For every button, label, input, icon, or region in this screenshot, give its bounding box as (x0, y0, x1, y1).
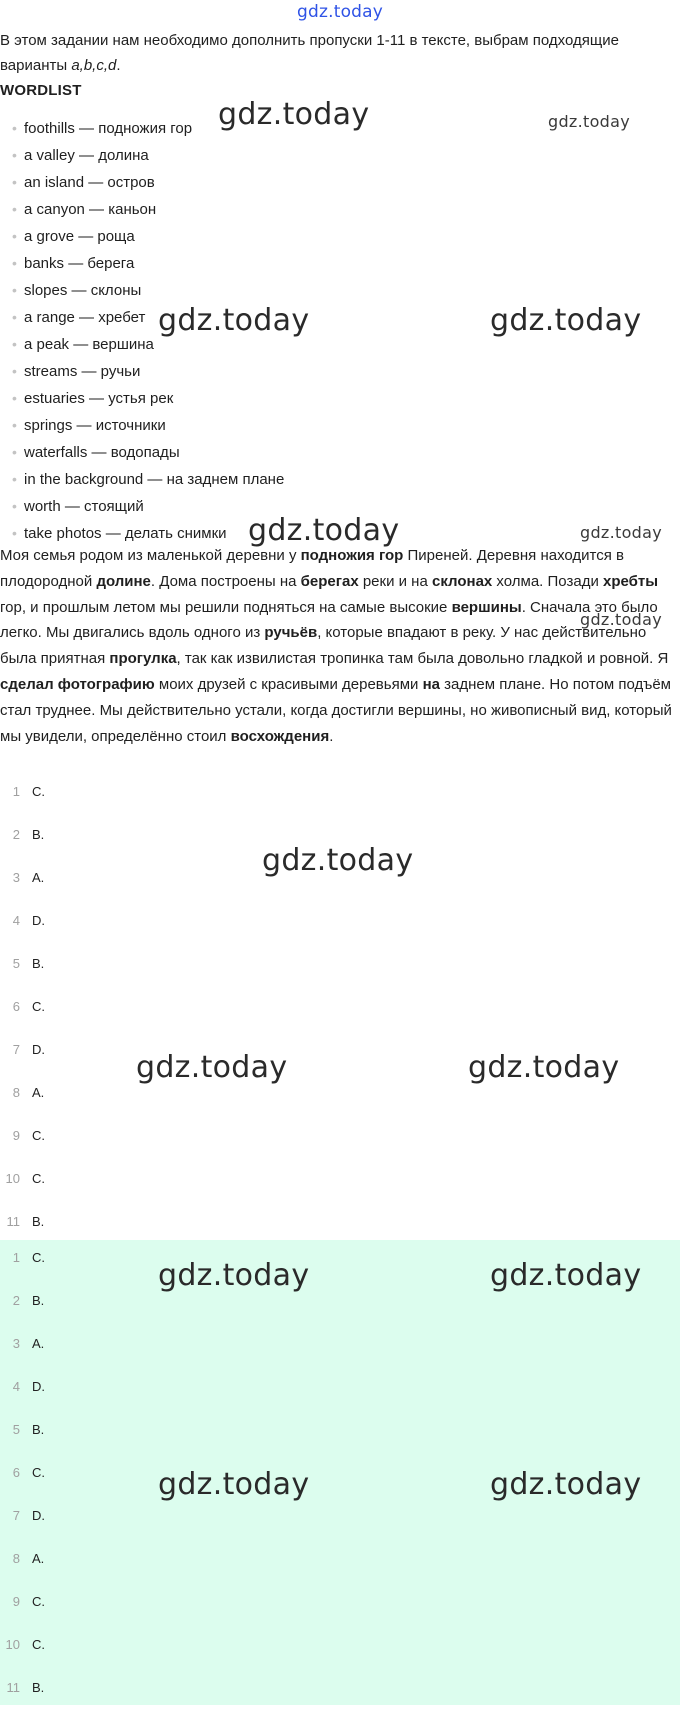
wordlist-item-text: a peak — вершина (24, 336, 154, 353)
answer-number: 6 (12, 1465, 20, 1480)
wordlist-item-text: waterfalls — водопады (24, 444, 180, 461)
wordlist-item (0, 142, 284, 169)
answer-item (0, 1547, 680, 1590)
wordlist-item-text: springs — источники (24, 417, 166, 434)
wordlist-item-text: an island — остров (24, 174, 155, 191)
story-bold-word: на (422, 675, 440, 693)
wordlist-item-text: slopes — склоны (24, 282, 142, 299)
wordlist-item (0, 385, 284, 412)
answer-number: 1 (12, 784, 20, 799)
answer-value: C. (32, 1594, 45, 1609)
answer-item (0, 1633, 680, 1676)
answer-number: 3 (12, 870, 20, 885)
wordlist-item-text: foothills — подножия гор (24, 120, 193, 137)
answer-value: B. (32, 1422, 45, 1437)
wordlist-item-text: worth — стоящий (24, 498, 144, 515)
answer-value: A. (32, 870, 45, 885)
wordlist-title: WORDLIST (0, 82, 82, 99)
story-bold-word: вершины (451, 598, 522, 616)
answer-item (0, 1375, 680, 1418)
story-fragment: заднем плане. Но потом подъём стал труднее. Мы действительно устали, когда достигли вершины, но живописный вид, который мы увидели, определённо стоил (0, 675, 672, 745)
answer-number: 5 (12, 1422, 20, 1437)
answer-value: D. (32, 913, 45, 928)
bullet-icon: • (12, 228, 17, 244)
bullet-icon: • (12, 282, 17, 298)
intro-main: В этом задании нам необходимо дополнить пропуски 1-11 в тексте, выбрам подходящие варианты (0, 32, 619, 74)
answer-item (0, 909, 680, 952)
answer-item (0, 1081, 680, 1124)
answer-number: 9 (12, 1128, 20, 1143)
story-bold-word: восхождения (230, 727, 330, 745)
story-fragment: реки и на (358, 572, 432, 590)
answer-value: C. (32, 1465, 45, 1480)
answer-number: 5 (12, 956, 20, 971)
bullet-icon: • (12, 120, 17, 136)
story-fragment: холма. Позади (492, 572, 603, 590)
story-fragment: моих друзей с красивыми деревьями (154, 675, 423, 693)
story-fragment: . (329, 727, 334, 745)
answer-item (0, 780, 680, 823)
bullet-icon: • (12, 390, 17, 406)
wordlist-item-text: streams — ручьи (24, 363, 141, 380)
answer-value: B. (32, 1214, 45, 1229)
watermark: gdz.today (218, 97, 370, 132)
answer-number: 11 (6, 1214, 20, 1229)
answer-number: 4 (12, 1379, 20, 1394)
watermark: gdz.today (158, 303, 310, 338)
watermark: gdz.today (248, 513, 400, 548)
bullet-icon: • (12, 309, 17, 325)
answer-item (0, 1332, 680, 1375)
answer-item (0, 995, 680, 1038)
wordlist-item-text: a canyon — каньон (24, 201, 157, 218)
bullet-icon: • (12, 174, 17, 190)
story-fragment: Моя семья родом из маленькой деревни у (0, 547, 301, 564)
answer-item (0, 1504, 680, 1547)
bullet-icon: • (12, 498, 17, 514)
watermark: gdz.today (548, 112, 630, 131)
answer-number: 8 (12, 1085, 20, 1100)
answer-value: C. (32, 1637, 45, 1652)
bullet-icon: • (12, 471, 17, 487)
story-fragment: Пиреней. Деревня находится в плодородной (0, 547, 625, 590)
story-fragment: , так как извилистая тропинка там была довольно гладкой и ровной. Я (176, 650, 669, 668)
answer-number: 2 (12, 1293, 20, 1308)
bullet-icon: • (12, 444, 17, 460)
wordlist-item (0, 223, 284, 250)
answer-number: 7 (12, 1508, 20, 1523)
wordlist-item (0, 250, 284, 277)
answer-number: 10 (5, 1171, 20, 1186)
story-fragment: . Сначала это было легко. Мы двигались вдоль одного из (0, 598, 658, 642)
answer-value: D. (32, 1379, 45, 1394)
wordlist-item-text: a grove — роща (24, 228, 135, 245)
answer-value: D. (32, 1508, 45, 1523)
answer-number: 6 (12, 999, 20, 1014)
watermark: gdz.today (468, 1050, 620, 1085)
wordlist-item (0, 466, 284, 493)
answer-value: C. (32, 1171, 45, 1186)
watermark: gdz.today (158, 1258, 310, 1293)
wordlist-item (0, 493, 284, 520)
bullet-icon: • (12, 336, 17, 352)
answer-value: C. (32, 784, 45, 799)
intro-text (0, 28, 676, 78)
intro-options: a,b,c,d (71, 57, 117, 74)
answer-number: 2 (12, 827, 20, 842)
answer-item (0, 1167, 680, 1210)
answer-number: 10 (5, 1637, 20, 1652)
watermark: gdz.today (136, 1050, 288, 1085)
answer-value: C. (32, 999, 45, 1014)
story-bold-word: долине (96, 572, 151, 590)
answer-item (0, 1124, 680, 1167)
answer-item (0, 1590, 680, 1633)
bullet-icon: • (12, 417, 17, 433)
story-bold-word: склонах (431, 572, 493, 590)
answer-value: B. (32, 827, 45, 842)
answer-item (0, 1418, 680, 1461)
wordlist-item-text: banks — берега (24, 255, 135, 272)
wordlist-item (0, 358, 284, 385)
answer-number: 1 (12, 1250, 20, 1265)
wordlist-item-text: in the background — на заднем плане (24, 471, 285, 488)
bullet-icon: • (12, 525, 17, 541)
story-fragment: . Дома построены на (150, 572, 301, 590)
answer-value: A. (32, 1336, 45, 1351)
answer-number: 3 (12, 1336, 20, 1351)
watermark: gdz.today (580, 523, 662, 542)
wordlist-item (0, 277, 284, 304)
watermark: gdz.today (262, 843, 414, 878)
bullet-icon: • (12, 147, 17, 163)
answer-value: C. (32, 1128, 45, 1143)
wordlist-item-text: estuaries — устья рек (24, 390, 174, 407)
answer-value: D. (32, 1042, 45, 1057)
watermark: gdz.today (580, 610, 662, 629)
story-bold-word: прогулка (109, 650, 177, 668)
story-bold-word: хребты (603, 572, 659, 590)
answer-item (0, 1289, 680, 1332)
story-bold-word: берегах (300, 572, 359, 590)
wordlist-item (0, 439, 284, 466)
answer-value: B. (32, 956, 45, 971)
answer-value: B. (32, 1680, 45, 1695)
watermark: gdz.today (490, 1467, 642, 1502)
watermark: gdz.today (490, 1258, 642, 1293)
answer-number: 11 (6, 1680, 20, 1695)
answer-number: 7 (12, 1042, 20, 1057)
answer-item (0, 952, 680, 995)
story-bold-word: ручьёв (264, 624, 318, 642)
intro-end: . (116, 57, 121, 74)
answer-number: 4 (12, 913, 20, 928)
watermark: gdz.today (490, 303, 642, 338)
answer-value: A. (32, 1085, 45, 1100)
watermark: gdz.today (158, 1467, 310, 1502)
bullet-icon: • (12, 363, 17, 379)
wordlist-item (0, 412, 284, 439)
story-fragment: гор, и прошлым летом мы решили подняться на самые высокие (0, 598, 452, 616)
bullet-icon: • (12, 255, 17, 271)
wordlist-item (0, 169, 284, 196)
top-watermark: gdz.today (297, 2, 384, 22)
answer-number: 8 (12, 1551, 20, 1566)
answer-value: A. (32, 1551, 45, 1566)
story-text (0, 543, 680, 749)
story-bold-word: подножия гор (300, 547, 404, 564)
answer-value: C. (32, 1250, 45, 1265)
answer-number: 9 (12, 1594, 20, 1609)
wordlist-item (0, 196, 284, 223)
wordlist-item-text: a range — хребет (24, 309, 146, 326)
story-bold-word: сделал фотографию (0, 675, 155, 693)
bullet-icon: • (12, 201, 17, 217)
wordlist-item-text: a valley — долина (24, 147, 149, 164)
answer-value: B. (32, 1293, 45, 1308)
wordlist-item-text: take photos — делать снимки (24, 525, 227, 542)
answer-item (0, 1676, 680, 1719)
story-fragment: , которые впадают в реку. У нас действительно была приятная (0, 624, 647, 668)
